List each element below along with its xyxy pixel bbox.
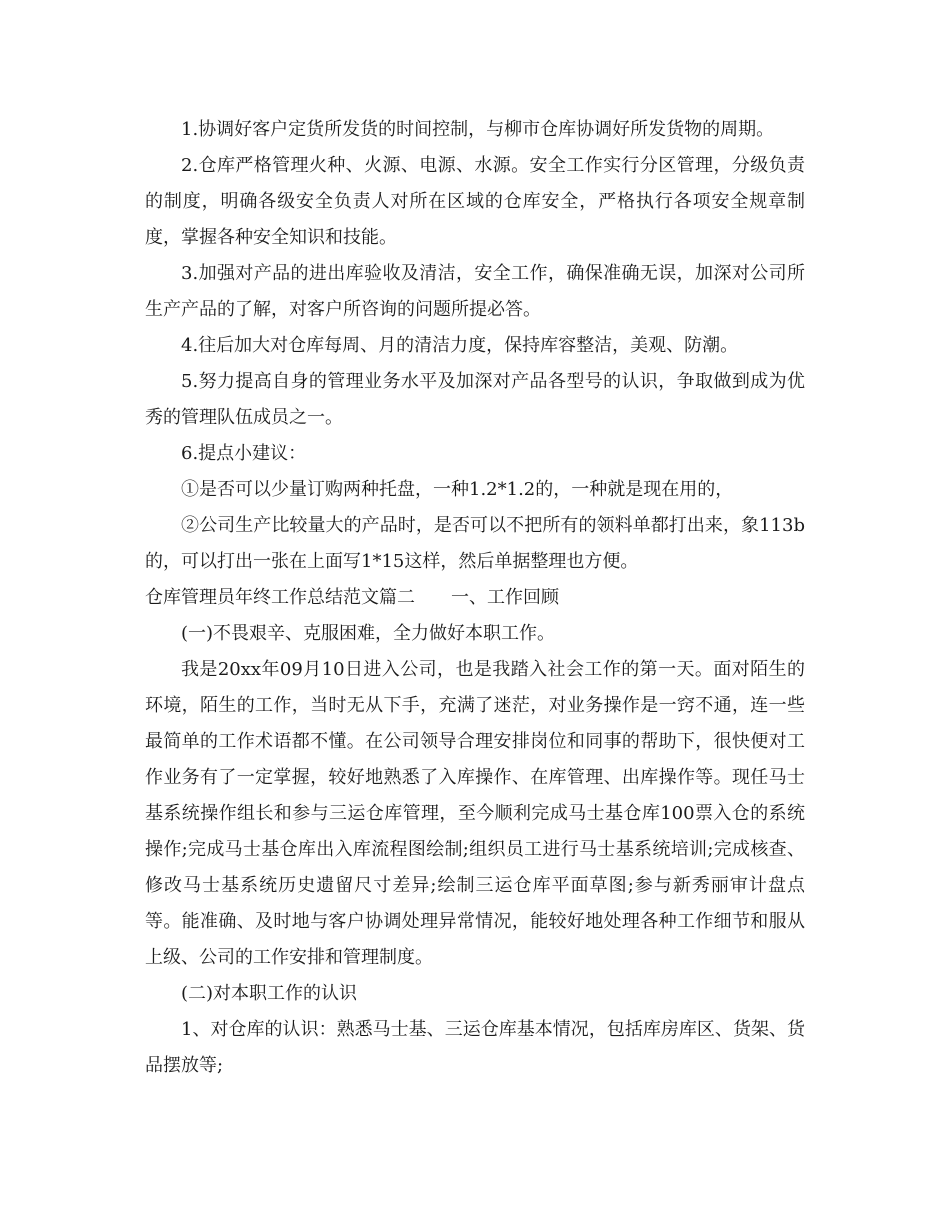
paragraph-3: 3.加强对产品的进出库验收及清洁，安全工作，确保准确无误，加深对公司所生产产品的了解，对客户所咨询的问题所提必答。 xyxy=(145,263,805,320)
document-body xyxy=(145,112,805,1084)
paragraph-5: 5.努力提高自身的管理业务水平及加深对产品各型号的认识，争取做到成为优秀的管理队伍成员之一。 xyxy=(145,371,805,428)
paragraph-9: (一)不畏艰辛、克服困难，全力做好本职工作。 xyxy=(181,623,556,644)
paragraph-2: 2.仓库严格管理火种、火源、电源、水源。安全工作实行分区管理，分级负责的制度，明确各级安全负责人对所在区域的仓库安全，严格执行各项安全规章制度，掌握各种安全知识和技能。 xyxy=(145,155,805,248)
section-title: 仓库管理员年终工作总结范文篇二 xyxy=(145,587,415,608)
paragraph-4: 4.往后加大对仓库每周、月的清洁力度，保持库容整洁，美观、防潮。 xyxy=(181,335,739,356)
paragraph-11: (二)对本职工作的认识 xyxy=(181,983,358,1004)
paragraph-1: 1.协调好客户定货所发货的时间控制，与柳市仓库协调好所发货物的周期。 xyxy=(181,119,775,140)
section-subtitle: 一、工作回顾 xyxy=(451,587,559,608)
paragraph-10: 我是20xx年09月10日进入公司，也是我踏入社会工作的第一天。面对陌生的环境，陌生的工作，当时无从下手，充满了迷茫，对业务操作是一窍不通，连一些最简单的工作术语都不懂。在公司领导合理安排岗位和同事的帮助下，很快便对工作业务有了一定掌握，较好地熟悉了入库操作、在库管理、出库操作等。现任马士基系统操作组长和参与三运仓库管理，至今顺利完成马士基仓库100票入仓的系统操作;完成马士基仓库出入库流程图绘制;组织员工进行马士基系统培训;完成核查、修改马士基系统历史遗留尺寸差异;绘制三运仓库平面草图;参与新秀丽审计盘点等。能准确、及时地与客户协调处理异常情况，能较好地处理各种工作细节和服从上级、公司的工作安排和管理制度。 xyxy=(145,659,805,968)
paragraph-6: 6.提点小建议： xyxy=(181,443,307,464)
paragraph-7: ①是否可以少量订购两种托盘，一种1.2*1.2的，一种就是现在用的， xyxy=(181,479,734,500)
section-heading xyxy=(145,580,805,616)
paragraph-12: 1、对仓库的认识：熟悉马士基、三运仓库基本情况，包括库房库区、货架、货品摆放等; xyxy=(145,1019,805,1076)
paragraph-8: ②公司生产比较量大的产品时，是否可以不把所有的领料单都打出来，象113b的，可以打出一张在上面写1*15这样，然后单据整理也方便。 xyxy=(145,515,805,572)
